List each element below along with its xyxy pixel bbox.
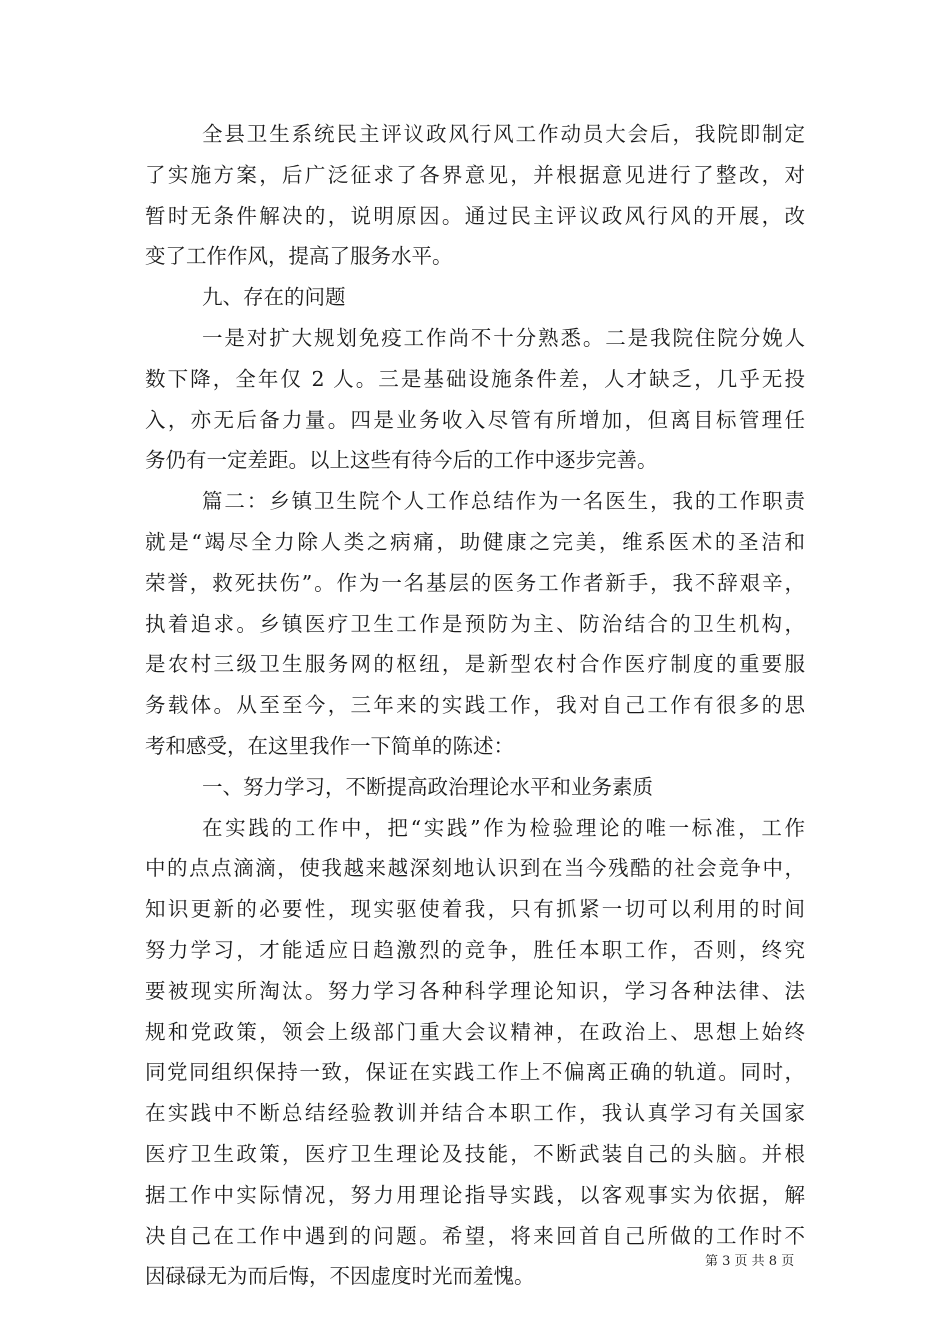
text-line: 同党同组织保持一致，保证在实践工作上不偏离正确的轨道。同时， <box>145 1060 805 1085</box>
text-line: 考和感受，在这里我作一下简单的陈述： <box>145 733 514 758</box>
text-line: 篇二：乡镇卫生院个人工作总结作为一名医生，我的工作职责 <box>202 489 805 514</box>
text-line: 务载体。从至至今，三年来的实践工作，我对自己工作有很多的思 <box>145 693 805 718</box>
text-line: 要被现实所淘汰。努力学习各种科学理论知识，学习各种法律、法 <box>145 978 805 1003</box>
text-line: 在实践的工作中，把“实践”作为检验理论的唯一标准，工作 <box>202 815 805 840</box>
text-line: 中的点点滴滴，使我越来越深刻地认识到在当今残酷的社会竞争中， <box>145 856 805 881</box>
text-line: 九、存在的问题 <box>202 285 346 310</box>
text-line: 是农村三级卫生服务网的枢纽，是新型农村合作医疗制度的重要服 <box>145 652 805 677</box>
text-line: 知识更新的必要性，现实驱使着我，只有抓紧一切可以利用的时间 <box>145 897 805 922</box>
text-line: 因碌碌无为而后悔，不因虚度时光而羞愧。 <box>145 1264 535 1289</box>
text-line: 努力学习，才能适应日趋激烈的竞争，胜任本职工作，否则，终究 <box>145 937 805 962</box>
text-line: 入，亦无后备力量。四是业务收入尽管有所增加，但离目标管理任 <box>145 407 805 432</box>
text-line: 了实施方案，后广泛征求了各界意见，并根据意见进行了整改，对 <box>145 162 805 187</box>
text-line: 执着追求。乡镇医疗卫生工作是预防为主、防治结合的卫生机构， <box>145 611 805 636</box>
text-line: 务仍有一定差距。以上这些有待今后的工作中逐步完善。 <box>145 448 658 473</box>
text-line: 规和党政策，领会上级部门重大会议精神，在政治上、思想上始终 <box>145 1019 805 1044</box>
text-line: 就是“竭尽全力除人类之病痛，助健康之完美，维系医术的圣洁和 <box>145 529 805 554</box>
text-line: 决自己在工作中遇到的问题。希望，将来回首自己所做的工作时不 <box>145 1223 805 1248</box>
text-line: 一、努力学习，不断提高政治理论水平和业务素质 <box>202 774 653 799</box>
page-number: 第 3 页 共 8 页 <box>705 1254 795 1269</box>
text-line: 在实践中不断总结经验教训并结合本职工作，我认真学习有关国家 <box>145 1101 805 1126</box>
text-line: 数下降，全年仅 2 人。三是基础设施条件差，人才缺乏，几乎无投 <box>145 366 805 391</box>
text-line: 据工作中实际情况，努力用理论指导实践，以客观事实为依据，解 <box>145 1182 805 1207</box>
document-body <box>145 114 805 1297</box>
text-line: 全县卫生系统民主评议政风行风工作动员大会后，我院即制定 <box>202 122 805 146</box>
text-line: 变了工作作风，提高了服务水平。 <box>145 244 453 269</box>
text-line: 荣誉，救死扶伤”。作为一名基层的医务工作者新手，我不辞艰辛， <box>145 570 805 595</box>
text-line: 一是对扩大规划免疫工作尚不十分熟悉。二是我院住院分娩人 <box>202 325 805 350</box>
text-line: 暂时无条件解决的，说明原因。通过民主评议政风行风的开展，改 <box>145 203 805 228</box>
text-line: 医疗卫生政策，医疗卫生理论及技能，不断武装自己的头脑。并根 <box>145 1141 805 1166</box>
